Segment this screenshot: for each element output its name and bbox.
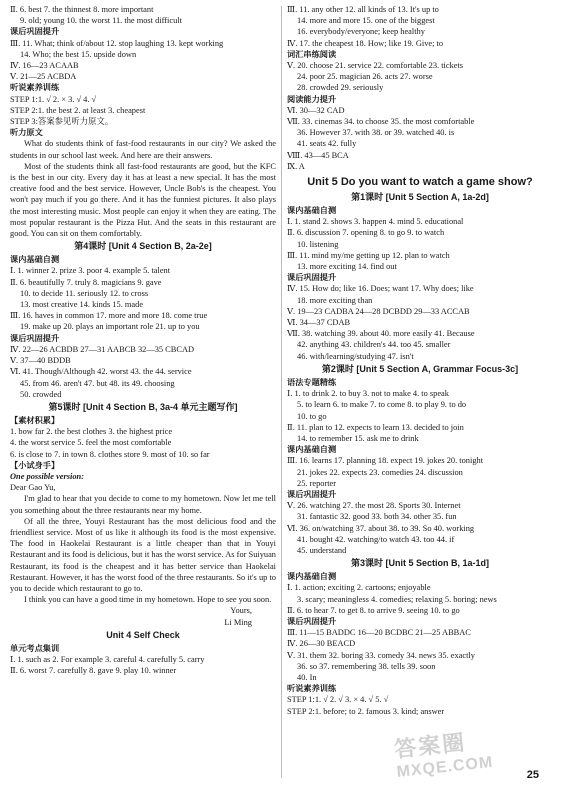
answer-line: 10. to go — [297, 411, 327, 421]
answer-line: 36. However 37. with 38. or 39. watched 40. is — [297, 128, 455, 138]
answer-line: Ⅳ. 17. the cheapest 18. How; like 19. Give; to — [287, 38, 444, 48]
section-heading: 课内基础自测 — [287, 445, 337, 455]
section-heading: 单元考点集训 — [10, 643, 60, 653]
text-paragraph: I'm glad to hear that you decide to come to my hometown. Now let me tell you something about the three restaurants near my home. — [10, 494, 276, 515]
answer-line: Ⅶ. 33. cinemas 34. to choose 35. the most comfortable — [287, 117, 475, 127]
answer-line: 19. make up 20. plays an important role 21. up to you — [20, 322, 200, 332]
answer-line: Ⅱ. 6. discussion 7. opening 8. to go 9. to watch — [287, 228, 445, 238]
answer-line: 40. In — [297, 672, 317, 682]
answer-line: 10. listening — [297, 239, 339, 249]
answer-line: 14. more and more 15. one of the biggest — [297, 16, 435, 26]
answer-line: 31. fantastic 32. good 33. both 34. other 35. fun — [297, 512, 457, 522]
lesson-heading: Unit 4 Self Check — [106, 629, 180, 640]
answer-line: Ⅵ. 41. Though/Although 42. worst 43. the 44. service — [10, 367, 192, 377]
answer-line: Ⅲ. 11. What; think of/about 12. stop laughing 13. kept working — [10, 38, 224, 48]
unit-title: Unit 5 Do you want to watch a game show? — [307, 176, 533, 189]
section-heading: 听说素养训练 — [287, 684, 337, 694]
answer-line: 42. anything 43. children's 44. too 45. smaller — [297, 340, 451, 350]
answer-line: Ⅰ. 1. winner 2. prize 3. poor 4. example 5. talent — [10, 266, 171, 276]
answer-line: Ⅵ. 34—37 CDAB — [287, 318, 351, 328]
answer-line: Ⅱ. 6. to hear 7. to get 8. to arrive 9. seeing 10. to go — [287, 605, 460, 615]
answer-line: Ⅱ. 6. worst 7. carefully 8. gave 9. play 10. winner — [10, 666, 177, 676]
version-label: One possible version: — [10, 471, 84, 481]
page-number: 25 — [526, 769, 539, 781]
answer-line: Ⅴ. 19—23 CADBA 24—28 DCBDD 29—33 ACCAB — [287, 306, 470, 316]
answer-line: 45. from 46. aren't 47. but 48. its 49. choosing — [20, 378, 175, 388]
section-heading: 【小试身手】 — [10, 460, 60, 470]
text-paragraph: I think you can have a good time in my hometown. Hope to see you soon. — [24, 595, 272, 605]
column-divider — [281, 6, 282, 778]
lesson-heading: 第4课时 [Unit 4 Section B, 2a-2e] — [74, 241, 212, 252]
answer-line: Ⅳ. 26—30 BEACD — [287, 639, 356, 649]
answer-line: 5. to learn 6. to make 7. to come 8. to play 9. to do — [297, 400, 467, 410]
answer-line: 14. Who; the best 15. upside down — [20, 49, 137, 59]
answer-line: Ⅲ. 16. haves in common 17. more and more 18. come true — [10, 311, 208, 321]
answer-line: 25. reporter — [297, 478, 337, 488]
answer-line: 14. to remember 15. ask me to drink — [297, 433, 419, 443]
answer-line: Ⅳ. 22—26 ACBDB 27—31 AABCB 32—35 CBCAD — [10, 344, 195, 354]
section-heading: 听力原文 — [10, 128, 43, 138]
answer-line: Ⅱ. 6. beautifully 7. truly 8. magicians 9. gave — [10, 277, 162, 287]
answer-line: 46. with/learning/studying 47. isn't — [297, 351, 414, 361]
section-heading: 阅读能力提升 — [287, 94, 337, 104]
left-column — [10, 4, 276, 676]
section-heading: 课后巩固提升 — [10, 27, 60, 37]
answer-line: 10. to decide 11. seriously 12. to cross — [20, 288, 149, 298]
answer-line: Ⅳ. 16—23 ACAAB — [10, 61, 79, 71]
answer-line: Ⅵ. 36. on/watching 37. about 38. to 39. So 40. working — [287, 523, 475, 533]
watermark-logo — [393, 723, 494, 782]
answer-line: Ⅱ. 6. best 7. the thinnest 8. more important — [10, 5, 154, 14]
answer-line: STEP 3:答案参见听力原文。 — [10, 117, 114, 127]
answer-line: 36. so 37. remembering 38. tells 39. soon — [297, 661, 436, 671]
answer-line: Ⅶ. 38. watching 39. about 40. more easily 41. Because — [287, 329, 475, 339]
answer-line: 3. scary; meaningless 4. comedies; relaxing 5. boring; news — [297, 594, 497, 604]
answer-line: 6. is close to 7. in town 8. clothes store 9. most of 10. so far — [10, 449, 210, 459]
answer-line: Ⅰ. 1. such as 2. For example 3. careful 4. carefully 5. carry — [10, 654, 205, 664]
watermark-brand: 答案圈 — [393, 729, 468, 763]
answer-line: 28. crowded 29. seriously — [297, 83, 384, 93]
answer-line: 41. bought 42. watching/to watch 43. too 44. if — [297, 534, 455, 544]
section-heading: 课后巩固提升 — [287, 273, 337, 283]
text-paragraph: What do students think of fast-food restaurants in our city? We asked the students in our school last week. And here are their answers. — [10, 139, 276, 160]
answer-line: 50. crowded — [20, 389, 62, 399]
answer-line: Ⅷ. 43—45 BCA — [287, 150, 349, 160]
answer-line: STEP 2:1. before; to 2. famous 3. kind; answer — [287, 706, 445, 716]
section-heading: 语法专题精练 — [287, 377, 337, 387]
answer-line: 4. the worst service 5. feel the most comfortable — [10, 438, 172, 448]
answer-line: Ⅰ. 1. action; exciting 2. cartoons; enjoyable — [287, 583, 431, 593]
answer-line: Ⅲ. 11. any other 12. all kinds of 13. It's up to — [287, 5, 439, 14]
signature-line: Li Ming — [224, 617, 252, 627]
section-heading: 课内基础自测 — [287, 206, 337, 216]
answer-line: Ⅲ. 11. mind my/me getting up 12. plan to watch — [287, 250, 450, 260]
answer-line: Ⅵ. 30—32 CAD — [287, 105, 345, 115]
lesson-heading: 第5课时 [Unit 4 Section B, 3a-4 单元主题写作] — [48, 401, 238, 412]
answer-line: Ⅴ. 26. watching 27. the most 28. Sports 30. Internet — [287, 501, 461, 511]
answer-line: Ⅰ. 1. to drink 2. to buy 3. not to make 4. to speak — [287, 389, 449, 399]
answer-line: Ⅴ. 21—25 ACBDA — [10, 72, 77, 82]
answer-line: 1. bow far 2. the best clothes 3. the highest price — [10, 427, 173, 437]
signature-line: Yours, — [230, 606, 252, 616]
answer-line: Ⅳ. 15. How do; like 16. Does; want 17. Why does; like — [287, 284, 474, 294]
answer-line: Ⅲ. 11—15 BADDC 16—20 BCDBC 21—25 ABBAC — [287, 628, 471, 638]
section-heading: 词汇串练阅读 — [287, 49, 337, 59]
section-heading: 课后巩固提升 — [10, 333, 60, 343]
answer-line: Ⅴ. 37—40 BDDB — [10, 356, 71, 366]
answer-line: Ⅱ. 11. plan to 12. expects to learn 13. decided to join — [287, 422, 464, 432]
lesson-heading: 第3课时 [Unit 5 Section B, 1a-1d] — [350, 558, 490, 569]
text-paragraph: Of all the three, Youyi Restaurant has the most delicious food and the friendliest service. Most of us like it although its food is the most expensive. The food in Haokelai Restaurant is a little cheaper than that in Youyi Restaurant and its food is delicious, but it has the worst service. As for Suiyuan Restaurant, its food is the cheapest and it has better service than Haokelai Restaurant. However, it has the worst food of the three restaurants. So it's up to you to decide which restaurant to go to. — [10, 516, 276, 593]
answer-line: STEP 1:1. √ 2. √ 3. × 4. √ 5. √ — [287, 695, 389, 705]
answer-line: Dear Gao Yu, — [10, 483, 56, 493]
answer-line: 24. poor 25. magician 26. acts 27. worse — [297, 72, 433, 82]
answer-line: STEP 1:1. √ 2. × 3. √ 4. √ — [10, 94, 97, 104]
lesson-heading: 第2课时 [Unit 5 Section A, Grammar Focus-3c] — [321, 363, 519, 374]
section-heading: 课后巩固提升 — [287, 616, 337, 626]
answer-line: Ⅲ. 16. learns 17. planning 18. expect 19. jokes 20. tonight — [287, 456, 484, 466]
answer-line: 13. more exciting 14. find out — [297, 262, 397, 272]
section-heading: 课内基础自测 — [10, 255, 60, 265]
watermark-url: MXQE.COM — [395, 753, 495, 781]
text-paragraph: Most of the students think all fast-food restaurants are good, but the KFC is the best in our city. Every day it has at least a new special. It has the most creative food and the best service. However, Uncle Bob's is the cheapest. You won't pay much if you go there. And it has the funniest pictures. It also plays the most interesting music. Most people can enjoy it when they are eating. The most popular restaurant is the Pizza Hut. And the seats in this restaurant are good. You can sit on them comfortably. — [10, 161, 276, 239]
answer-line: 18. more exciting than — [297, 295, 373, 305]
answer-line: 13. most creative 14. kinds 15. made — [20, 300, 144, 310]
right-column — [287, 4, 553, 717]
answer-line: 9. old; young 10. the worst 11. the most difficult — [20, 16, 182, 26]
answer-line: 45. understand — [297, 545, 347, 555]
section-heading: 听说素养训练 — [10, 83, 60, 93]
answer-line: Ⅴ. 20. choose 21. service 22. comfortable 23. tickets — [287, 61, 464, 71]
section-heading: 【素材积累】 — [10, 415, 60, 425]
section-heading: 课后巩固提升 — [287, 489, 337, 499]
answer-line: Ⅸ. A — [287, 161, 305, 171]
answer-line: 16. everybody/everyone; keep healthy — [297, 27, 425, 37]
answer-line: STEP 2:1. the best 2. at least 3. cheapest — [10, 105, 146, 115]
section-heading: 课内基础自测 — [287, 572, 337, 582]
answer-line: Ⅴ. 31. them 32. boring 33. comedy 34. news 35. exactly — [287, 650, 475, 660]
answer-line: Ⅰ. 1. stand 2. shows 3. happen 4. mind 5. educational — [287, 217, 464, 227]
lesson-heading: 第1课时 [Unit 5 Section A, 1a-2d] — [351, 192, 489, 203]
answer-line: 21. jokes 22. expects 23. comedies 24. discussion — [297, 467, 463, 477]
answer-line: 41. seats 42. fully — [297, 139, 357, 149]
